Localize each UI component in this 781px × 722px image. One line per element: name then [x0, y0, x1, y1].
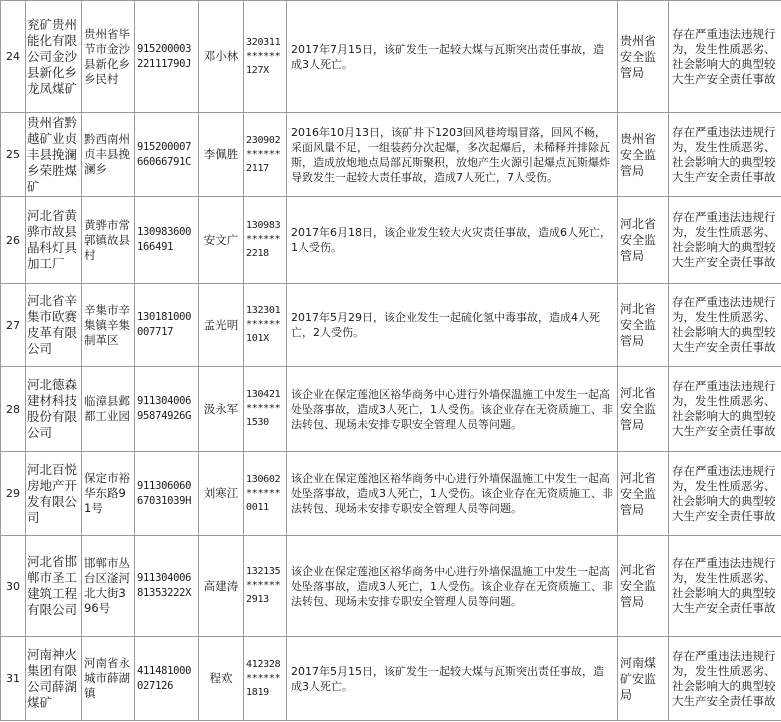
- violation-description: 2016年10月13日，该矿井下1203回风巷垮塌冒落，回风不畅，采面风量不足，一组装药分次起爆，多次起爆后，未稀释并排除瓦斯，造成放炮地点局部瓦斯聚积，放炮产生火源引起爆点瓦斯爆炸导致发生一起较大责任事故，造成7人死亡，7人受伤。: [287, 113, 618, 197]
- company-name: 河北省黄骅市故县晶科灯具加工厂: [26, 197, 82, 284]
- legal-representative: 高建涛: [199, 536, 244, 637]
- listing-reason: 存在严重违法违规行为，发生性质恶劣、社会影响大的典型较大生产安全责任事故: [669, 452, 781, 536]
- company-address: 保定市裕华东路91号: [82, 452, 135, 536]
- reporting-authority: 河南煤矿安监局: [618, 637, 669, 721]
- reporting-authority: 贵州省安全监管局: [618, 113, 669, 197]
- credit-code: 91520000766066791C: [135, 113, 199, 197]
- reporting-authority: 河北省安全监管局: [618, 367, 669, 452]
- violation-description: 该企业在保定莲池区裕华商务中心进行外墙保温施工中发生一起高处坠落事故，造成3人死亡，1人受伤。该企业存在无资质施工、非法转包、现场未安排专职安全管理人员等问题。: [287, 452, 618, 536]
- credit-code: 91130400681353222X: [135, 536, 199, 637]
- violation-description: 该企业在保定莲池区裕华商务中心进行外墙保温施工中发生一起高处坠落事故，造成3人死亡，1人受伤。该企业存在无资质施工、非法转包、现场未安排专职安全管理人员等问题。: [287, 367, 618, 452]
- violation-description: 2017年5月29日，该企业发生一起硫化氢中毒事故，造成4人死亡，2人受伤。: [287, 284, 618, 367]
- legal-representative: 李佩胜: [199, 113, 244, 197]
- table-row: [1, 113, 781, 197]
- violation-description: 2017年5月15日，该矿发生一起较大煤与瓦斯突出责任事故，造成3人死亡。: [287, 637, 618, 721]
- reporting-authority: 河北省安全监管局: [618, 284, 669, 367]
- violation-description: 2017年7月15日，该矿发生一起较大煤与瓦斯突出责任事故，造成3人死亡。: [287, 1, 618, 113]
- table-row: [1, 452, 781, 536]
- company-name: 河北百悦房地产开发有限公司: [26, 452, 82, 536]
- credit-code: 411481000027126: [135, 637, 199, 721]
- violation-description: 2017年6月18日，该企业发生较大火灾责任事故，造成6人死亡，1人受伤。: [287, 197, 618, 284]
- id-number: 132135******2913: [244, 536, 287, 637]
- reporting-authority: 河北省安全监管局: [618, 452, 669, 536]
- row-number: 29: [1, 452, 26, 536]
- reporting-authority: 河北省安全监管局: [618, 197, 669, 284]
- id-number: 130983******2218: [244, 197, 287, 284]
- listing-reason: 存在严重违法违规行为，发生性质恶劣、社会影响大的典型较大生产安全责任事故: [669, 367, 781, 452]
- table-row: [1, 1, 781, 113]
- table-row: [1, 367, 781, 452]
- id-number: 320311******127X: [244, 1, 287, 113]
- company-name: 兖矿贵州能化有限公司金沙县新化乡龙凤煤矿: [26, 1, 82, 113]
- credit-code: 130181000007717: [135, 284, 199, 367]
- credit-code: 91130606067031039H: [135, 452, 199, 536]
- row-number: 26: [1, 197, 26, 284]
- company-name: 河北省辛集市欧赛皮革有限公司: [26, 284, 82, 367]
- reporting-authority: 贵州省安全监管局: [618, 1, 669, 113]
- company-address: 黔西南州贞丰县挽澜乡: [82, 113, 135, 197]
- table-row: [1, 197, 781, 284]
- reporting-authority: 河北省安全监管局: [618, 536, 669, 637]
- listing-reason: 存在严重违法违规行为，发生性质恶劣、社会影响大的典型较大生产安全责任事故: [669, 113, 781, 197]
- table-row: [1, 284, 781, 367]
- row-number: 27: [1, 284, 26, 367]
- listing-reason: 存在严重违法违规行为，发生性质恶劣、社会影响大的典型较大生产安全责任事故: [669, 637, 781, 721]
- legal-representative: 邓小林: [199, 1, 244, 113]
- listing-reason: 存在严重违法违规行为，发生性质恶劣、社会影响大的典型较大生产安全责任事故: [669, 1, 781, 113]
- company-name: 河南神火集团有限公司薛湖煤矿: [26, 637, 82, 721]
- row-number: 24: [1, 1, 26, 113]
- table-row: [1, 536, 781, 637]
- id-number: 130602******0011: [244, 452, 287, 536]
- credit-code: 91130400695874926G: [135, 367, 199, 452]
- row-number: 28: [1, 367, 26, 452]
- row-number: 25: [1, 113, 26, 197]
- table-row: [1, 637, 781, 721]
- company-name: 河北德森建材科技股份有限公司: [26, 367, 82, 452]
- company-address: 临漳县邺都工业园: [82, 367, 135, 452]
- legal-representative: 刘寒江: [199, 452, 244, 536]
- company-name: 河北省邯郸市圣工建筑工程有限公司: [26, 536, 82, 637]
- row-number: 30: [1, 536, 26, 637]
- row-number: 31: [1, 637, 26, 721]
- id-number: 230902******2117: [244, 113, 287, 197]
- id-number: 412328******1819: [244, 637, 287, 721]
- legal-representative: 孟光明: [199, 284, 244, 367]
- credit-code: 91520000322111790J: [135, 1, 199, 113]
- listing-reason: 存在严重违法违规行为，发生性质恶劣、社会影响大的典型较大生产安全责任事故: [669, 536, 781, 637]
- listing-reason: 存在严重违法违规行为，发生性质恶劣、社会影响大的典型较大生产安全责任事故: [669, 197, 781, 284]
- listing-reason: 存在严重违法违规行为，发生性质恶劣、社会影响大的典型较大生产安全责任事故: [669, 284, 781, 367]
- company-address: 贵州省毕节市金沙县新化乡乡民村: [82, 1, 135, 113]
- table-body: [1, 1, 781, 721]
- company-name: 贵州省黔越矿业贞丰县挽澜乡荣胜煤矿: [26, 113, 82, 197]
- violation-description: 该企业在保定莲池区裕华商务中心进行外墙保温施工中发生一起高处坠落事故，造成3人死亡，1人受伤。该企业存在无资质施工、非法转包、现场未安排专职安全管理人员等问题。: [287, 536, 618, 637]
- legal-representative: 汲永军: [199, 367, 244, 452]
- company-address: 黄骅市常郭镇故县村: [82, 197, 135, 284]
- company-address: 河南省永城市薛湖镇: [82, 637, 135, 721]
- legal-representative: 程欢: [199, 637, 244, 721]
- company-address: 邯郸市丛台区滏河北大街396号: [82, 536, 135, 637]
- company-address: 辛集市辛集镇辛集制革区: [82, 284, 135, 367]
- id-number: 132301******101X: [244, 284, 287, 367]
- id-number: 130421******1530: [244, 367, 287, 452]
- credit-code: 130983600166491: [135, 197, 199, 284]
- legal-representative: 安文广: [199, 197, 244, 284]
